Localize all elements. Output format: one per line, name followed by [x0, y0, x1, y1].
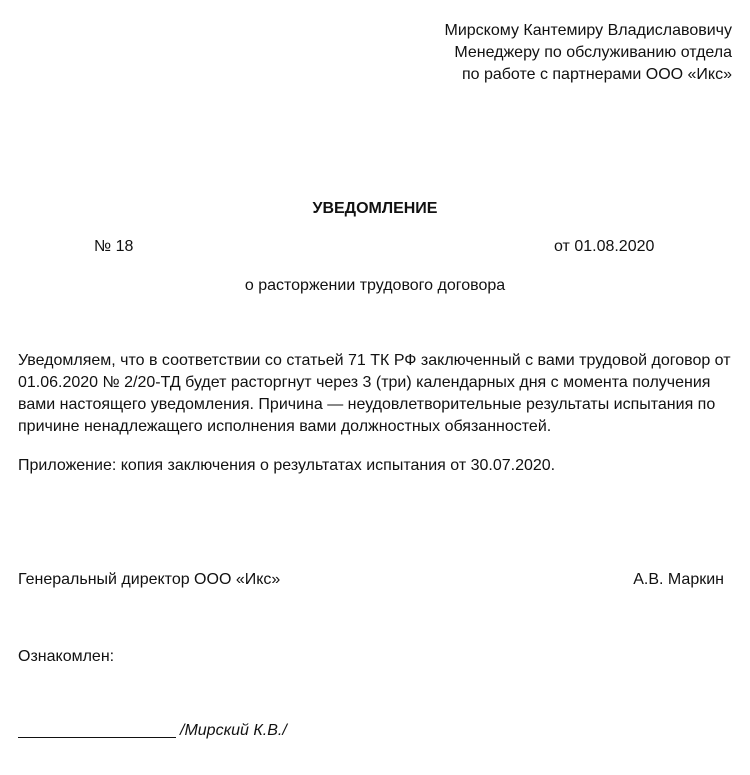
- signature-line: [18, 737, 176, 738]
- body-line: причине ненадлежащего исполнения вами должностных обязанностей.: [18, 418, 552, 435]
- document-date: от 01.08.2020: [554, 238, 655, 255]
- document-title: УВЕДОМЛЕНИЕ: [312, 200, 438, 217]
- acknowledger-name: /Мирский К.В./: [180, 722, 287, 739]
- addressee-line: по работе с партнерами ООО «Икс»: [461, 66, 732, 83]
- addressee-line: Менеджеру по обслуживанию отдела: [454, 44, 732, 61]
- body-line: 01.06.2020 № 2/20-ТД будет расторгнут через 3 (три) календарных дня с момента получения: [18, 374, 711, 391]
- body-line: Уведомляем, что в соответствии со статьей 71 ТК РФ заключенный с вами трудовой договор от: [18, 352, 731, 369]
- signer-name: А.В. Маркин: [633, 571, 724, 588]
- document-subject: о расторжении трудового договора: [244, 277, 506, 294]
- document-number: № 18: [94, 238, 134, 255]
- document-body: [18, 350, 738, 438]
- attachment-note: Приложение: копия заключения о результатах испытания от 30.07.2020.: [18, 457, 556, 474]
- body-line: вами настоящего уведомления. Причина — неудовлетворительные результаты испытания по: [18, 396, 716, 413]
- addressee-line: Мирскому Кантемиру Владиславовичу: [444, 22, 732, 39]
- signer-position: Генеральный директор ООО «Икс»: [18, 571, 281, 588]
- addressee-block: [445, 20, 732, 86]
- acknowledgement-label: Ознакомлен:: [18, 648, 115, 665]
